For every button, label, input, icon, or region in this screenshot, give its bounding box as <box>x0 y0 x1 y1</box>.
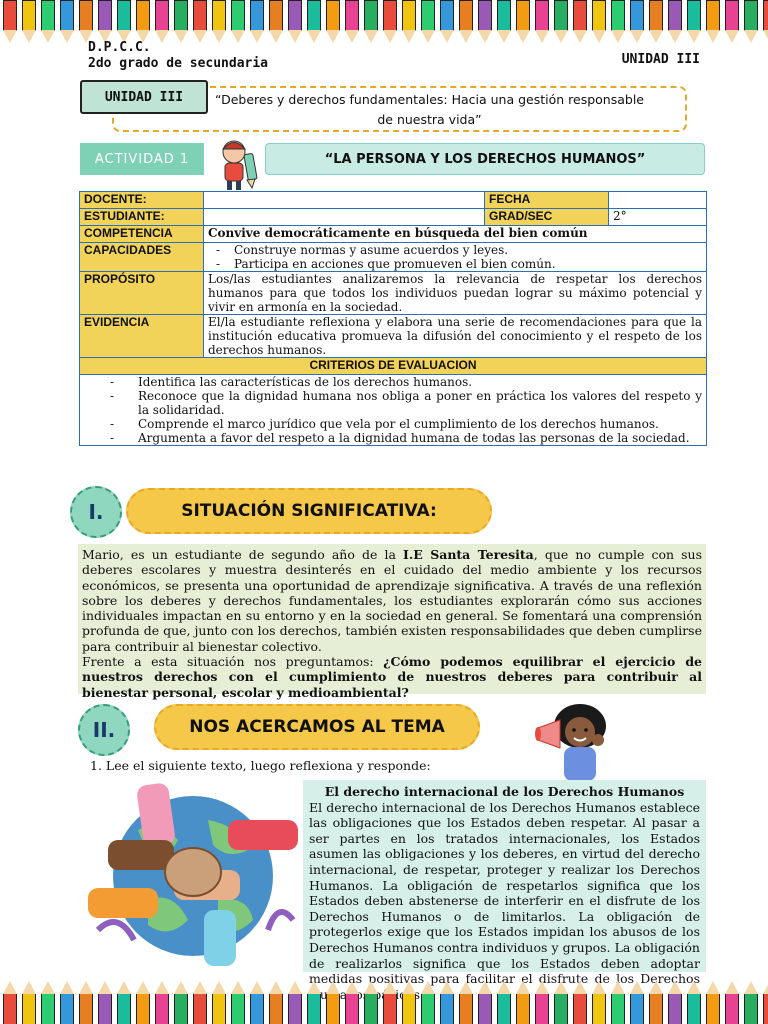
proposito-value: Los/las estudiantes analizaremos la relevancia de respetar los derechos humanos para que todos los individuos puedan lograr su máximo potencial y vivir en armonía en la sociedad. <box>204 272 707 315</box>
pencil-icon <box>741 980 759 1024</box>
evidencia-label: EVIDENCIA <box>80 315 204 358</box>
situacion-text <box>78 544 706 700</box>
activity-tag: ACTIVIDAD 1 <box>80 143 204 175</box>
unit-title-line2: de nuestra vida” <box>377 112 482 127</box>
pencil-icon <box>380 980 398 1024</box>
criterios-header: CRITERIOS DE EVALUACION <box>80 358 707 375</box>
girl-megaphone-icon <box>530 700 630 784</box>
docente-value[interactable] <box>204 192 485 209</box>
competencia-label: COMPETENCIA <box>80 226 204 243</box>
fecha-label: FECHA <box>485 192 609 209</box>
pencil-icon <box>494 980 512 1024</box>
pencil-icon <box>228 980 246 1024</box>
pencil-icon <box>38 980 56 1024</box>
pencil-icon <box>152 980 170 1024</box>
reading-text: El derecho internacional de los Derechos Humanos establece las obligaciones que los Estados deben respetar. Al pasar a ser partes en los tratados internacionales, los Estados asumen las obligaciones y los deberes, en virtud del derecho internacional, de respetar, proteger y realizar los Derechos Humanos. La obligación de respetarlos significa que los Estados deben abstenerse de interferir en el disfrute de los Derechos Humanos o de limitarlos. La obligación de protegerlos exige que los Estados impidan los abusos de los Derechos Humanos contra individuos y grupos. La obligación de realizarlos significa que los Estados deben adoptar medidas positivas para facilitar el disfrute de los Derechos básicos. <box>309 799 700 1002</box>
capacidad-item: - Construye normas y asume acuerdos y leyes. <box>224 243 702 257</box>
capacidad-item: - Participa en acciones que promueven el bien común. <box>224 257 702 271</box>
question-bold: ¿Cómo podemos equilibrar el ejercicio de nuestros derechos con el cumplimiento de nuestros deberes para contribuir al bienestar personal, escolar y medioambiental? <box>82 654 703 700</box>
school-name: I.E Santa Teresita <box>403 547 534 562</box>
pencil-icon <box>437 980 455 1024</box>
pencil-icon <box>380 0 398 44</box>
fecha-value[interactable] <box>609 192 707 209</box>
criterio-item: - Comprende el marco jurídico que vela por el cumplimiento de los derechos humanos. <box>132 417 702 431</box>
pencil-icon <box>627 980 645 1024</box>
section1-number: I. <box>70 486 122 538</box>
pencil-icon <box>266 0 284 44</box>
pencil-icon <box>684 0 702 44</box>
pencil-icon <box>608 980 626 1024</box>
pencil-icon <box>570 980 588 1024</box>
pencil-icon <box>589 980 607 1024</box>
pencil-icon <box>0 980 18 1024</box>
school-code: D.P.C.C. <box>88 40 151 55</box>
reading-title: El derecho internacional de los Derechos Humanos <box>324 784 685 799</box>
competencia-value: Convive democráticamente en búsqueda del bien común <box>204 226 707 243</box>
pencil-icon <box>627 0 645 44</box>
pencil-icon <box>76 0 94 44</box>
pencil-icon <box>608 0 626 44</box>
grade-label: 2do grado de secundaria <box>88 56 269 71</box>
pencil-icon <box>38 0 56 44</box>
pencil-icon <box>532 0 550 44</box>
pencil-icon <box>399 0 417 44</box>
evidencia-value: El/la estudiante reflexiona y elabora una serie de recomendaciones para que la institución educativa promueva la difusión del conocimiento y el respeto de los derechos humanos. <box>204 315 707 358</box>
criterios-list <box>80 375 707 446</box>
pencil-icon <box>551 980 569 1024</box>
gradsec-value: 2° <box>609 209 707 226</box>
capacidades-label: CAPACIDADES <box>80 243 204 272</box>
pencil-icon <box>494 0 512 44</box>
pencil-icon <box>0 0 18 44</box>
pencil-icon <box>589 0 607 44</box>
pencil-icon <box>57 0 75 44</box>
pencil-icon <box>456 0 474 44</box>
pencil-icon <box>209 980 227 1024</box>
pencil-icon <box>684 980 702 1024</box>
pencil-icon <box>304 980 322 1024</box>
pencil-icon <box>171 980 189 1024</box>
pencil-icon <box>19 980 37 1024</box>
pencil-icon <box>266 980 284 1024</box>
pencil-icon <box>665 0 683 44</box>
pencil-icon <box>760 0 768 44</box>
pencil-icon <box>532 980 550 1024</box>
child-with-crayon-icon <box>214 136 264 192</box>
pencil-icon <box>190 980 208 1024</box>
pencil-icon <box>323 0 341 44</box>
pencil-icon <box>95 0 113 44</box>
pencil-icon <box>475 980 493 1024</box>
info-table <box>79 191 707 446</box>
pencil-icon <box>399 980 417 1024</box>
pencil-icon <box>209 0 227 44</box>
pencil-icon <box>551 0 569 44</box>
pencil-icon <box>418 980 436 1024</box>
top-pencil-border <box>0 0 768 44</box>
header-left <box>88 40 268 72</box>
pencil-icon <box>456 980 474 1024</box>
pencil-icon <box>133 0 151 44</box>
pencil-icon <box>190 0 208 44</box>
unit-title-line1: “Deberes y derechos fundamentales: Hacia una gestión responsable <box>214 92 645 107</box>
pencil-icon <box>57 980 75 1024</box>
pencil-icon <box>152 0 170 44</box>
estudiante-label: ESTUDIANTE: <box>80 209 204 226</box>
pencil-icon <box>171 0 189 44</box>
pencil-icon <box>513 980 531 1024</box>
section2-title: NOS ACERCAMOS AL TEMA <box>154 704 480 750</box>
bottom-pencil-border <box>0 980 768 1024</box>
situacion-after: , que no cumple con sus deberes escolares y muestra desinterés en el cuidado del medio ambiente y los recursos económicos, se presenta una oportunidad de aprendizaje significativa. A través de una reflexión sobre los deberes y derechos fundamentales, los estudiantes explorarán cómo sus acciones individuales impactan en su entorno y en la sociedad en general. Se fomentará una comprensión profunda de que, junto con los derechos, también existen responsabilidades que deben cumplirse para contribuir al bienestar colectivo. <box>82 547 702 654</box>
pencil-icon <box>76 980 94 1024</box>
pencil-icon <box>665 980 683 1024</box>
activity-title: “LA PERSONA Y LOS DERECHOS HUMANOS” <box>265 143 705 175</box>
capacidades-value <box>204 243 707 272</box>
criterio-item: - Reconoce que la dignidad humana nos obliga a poner en práctica los valores del respeto y la solidaridad. <box>132 389 702 417</box>
pencil-icon <box>114 0 132 44</box>
pencil-icon <box>228 0 246 44</box>
pencil-icon <box>133 980 151 1024</box>
pencil-icon <box>342 980 360 1024</box>
pencil-icon <box>646 980 664 1024</box>
pencil-icon <box>247 0 265 44</box>
pencil-icon <box>304 0 322 44</box>
pencil-icon <box>722 0 740 44</box>
pencil-icon <box>722 980 740 1024</box>
hands-globe-icon <box>78 780 300 968</box>
pencil-icon <box>741 0 759 44</box>
header-unit: UNIDAD III <box>621 52 700 67</box>
unit-tag: UNIDAD III <box>80 80 208 114</box>
pencil-icon <box>114 980 132 1024</box>
section2-number: II. <box>78 704 130 756</box>
pencil-icon <box>285 0 303 44</box>
estudiante-value[interactable] <box>204 209 485 226</box>
reading-box <box>303 780 706 1002</box>
docente-label: DOCENTE: <box>80 192 204 209</box>
gradsec-label: GRAD/SEC <box>485 209 609 226</box>
pencil-icon <box>703 980 721 1024</box>
section1-title: SITUACIÓN SIGNIFICATIVA: <box>126 488 492 534</box>
pencil-icon <box>513 0 531 44</box>
pencil-icon <box>247 980 265 1024</box>
pencil-icon <box>570 0 588 44</box>
question-intro: Frente a esta situación nos preguntamos: <box>82 654 384 670</box>
pencil-icon <box>418 0 436 44</box>
pencil-icon <box>760 980 768 1024</box>
pencil-icon <box>703 0 721 44</box>
pencil-icon <box>646 0 664 44</box>
situacion-before: Mario, es un estudiante de segundo año de la <box>82 547 403 562</box>
pencil-icon <box>342 0 360 44</box>
pencil-icon <box>437 0 455 44</box>
instruction: 1. Lee el siguiente texto, luego reflexiona y responde: <box>90 758 431 773</box>
pencil-icon <box>323 980 341 1024</box>
proposito-label: PROPÓSITO <box>80 272 204 315</box>
pencil-icon <box>95 980 113 1024</box>
pencil-icon <box>361 0 379 44</box>
criterio-item: - Identifica las características de los derechos humanos. <box>132 375 702 389</box>
pencil-icon <box>285 980 303 1024</box>
pencil-icon <box>361 980 379 1024</box>
criterio-item: - Argumenta a favor del respeto a la dignidad humana de todas las personas de la sociedad. <box>132 431 702 445</box>
pencil-icon <box>475 0 493 44</box>
pencil-icon <box>19 0 37 44</box>
